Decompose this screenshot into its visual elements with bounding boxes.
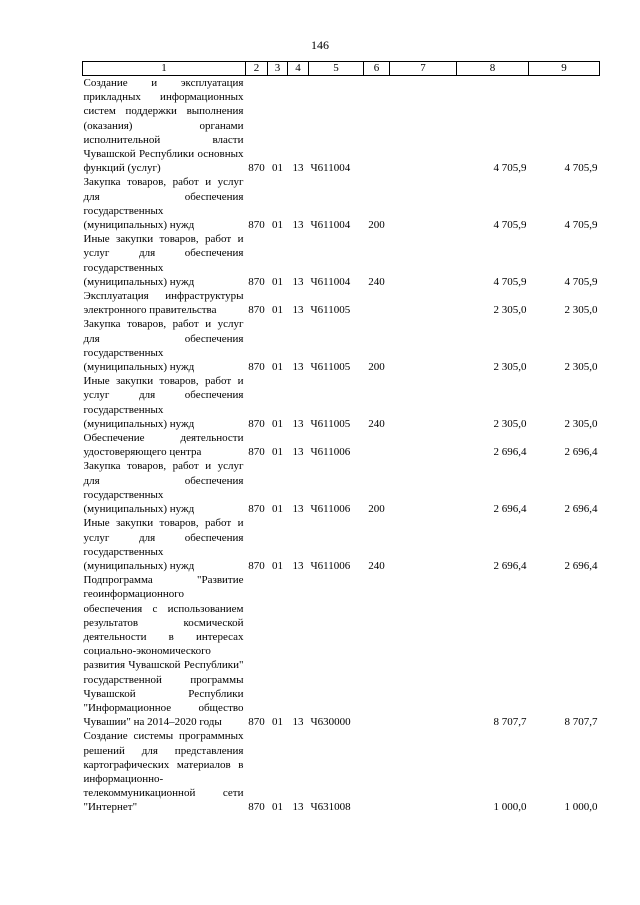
amount-total-cell: 2 305,0: [564, 417, 598, 430]
admin-code-cell: 870: [248, 219, 265, 232]
row-name-cell: Закупка товаров, работ и услуг для обеспечения государственных (муниципальных) нужд: [83, 460, 244, 516]
target-article-cell: Ч611005: [310, 304, 351, 317]
column-header: 9: [529, 62, 600, 76]
expense-type-cell: 200: [368, 219, 385, 232]
section-cell: 01: [272, 446, 283, 459]
column-header: 2: [246, 62, 268, 76]
amount-total-cell: 2 696,4: [564, 503, 598, 516]
target-article-cell: Ч611006: [310, 446, 351, 459]
row-name-cell: Иные закупки товаров, работ и услуг для обеспечения государственных (муниципальных) нужд: [83, 233, 244, 288]
subsection-cell: 13: [292, 417, 304, 430]
expense-type-cell: 200: [368, 503, 385, 516]
amount-cell: 2 305,0: [493, 304, 527, 317]
expense-type-cell: [364, 289, 390, 317]
table-header-row: [83, 62, 600, 76]
column-header: 8: [457, 62, 529, 76]
table-row: [83, 516, 600, 573]
section-cell: 01: [272, 801, 283, 814]
column-7-cell: [390, 374, 457, 431]
expense-type-cell: [364, 573, 390, 729]
column-7-cell: [390, 289, 457, 317]
admin-code-cell: 870: [248, 417, 265, 430]
row-name-cell: Создание системы программных решений для представления картографических материалов в информационно-телекоммуникационной сети "Интернет": [83, 730, 244, 814]
table-row: [83, 76, 600, 176]
table-row: [83, 729, 600, 814]
target-article-cell: Ч611004: [310, 162, 351, 175]
subsection-cell: 13: [292, 275, 304, 288]
amount-cell: 2 696,4: [493, 446, 527, 459]
row-name-cell: Закупка товаров, работ и услуг для обеспечения государственных (муниципальных) нужд: [83, 318, 244, 374]
column-7-cell: [390, 232, 457, 289]
section-cell: 01: [272, 361, 283, 374]
admin-code-cell: 870: [248, 503, 265, 516]
subsection-cell: 13: [292, 716, 304, 729]
expense-type-cell: [364, 729, 390, 814]
section-cell: 01: [272, 219, 283, 232]
section-cell: 01: [272, 162, 283, 175]
amount-total-cell: 1 000,0: [564, 801, 598, 814]
expense-type-cell: [364, 76, 390, 176]
row-name-cell: Иные закупки товаров, работ и услуг для обеспечения государственных (муниципальных) нужд: [83, 375, 244, 430]
expense-type-cell: [364, 431, 390, 459]
amount-cell: 2 696,4: [493, 559, 527, 572]
section-cell: 01: [272, 503, 283, 516]
subsection-cell: 13: [292, 559, 304, 572]
table-row: [83, 573, 600, 729]
target-article-cell: Ч630000: [310, 716, 351, 729]
expense-type-cell: 200: [368, 361, 385, 374]
amount-cell: 4 705,9: [493, 162, 527, 175]
subsection-cell: 13: [292, 162, 304, 175]
amount-cell: 1 000,0: [493, 801, 527, 814]
row-name-cell: Обеспечение деятельности удостоверяющего центра: [83, 432, 244, 459]
subsection-cell: 13: [292, 219, 304, 232]
table-row: [83, 459, 600, 516]
table-row: [83, 431, 600, 459]
column-header: 5: [309, 62, 364, 76]
column-header: 1: [83, 62, 246, 76]
row-name-cell: Подпрограмма "Развитие геоинформационного обеспечения с использованием результатов космической деятельности в интересах социально-экономического развития Чувашской Республики" государственной программы Чувашской Республики "Информационное общество Чувашии" на 2014–2020 годы: [83, 574, 244, 729]
admin-code-cell: 870: [248, 361, 265, 374]
section-cell: 01: [272, 304, 283, 317]
column-header: 3: [268, 62, 288, 76]
row-name-cell: Закупка товаров, работ и услуг для обеспечения государственных (муниципальных) нужд: [83, 176, 244, 232]
table-row: [83, 374, 600, 431]
table-row: [83, 289, 600, 317]
amount-total-cell: 2 696,4: [564, 446, 598, 459]
amount-total-cell: 2 305,0: [564, 361, 598, 374]
column-7-cell: [390, 459, 457, 516]
page-number: 146: [311, 38, 329, 52]
target-article-cell: Ч611004: [310, 275, 351, 288]
admin-code-cell: 870: [248, 801, 265, 814]
admin-code-cell: 870: [248, 446, 265, 459]
row-name-cell: Иные закупки товаров, работ и услуг для обеспечения государственных (муниципальных) нужд: [83, 517, 244, 572]
admin-code-cell: 870: [248, 304, 265, 317]
amount-cell: 2 305,0: [493, 417, 527, 430]
amount-cell: 4 705,9: [493, 275, 527, 288]
section-cell: 01: [272, 716, 283, 729]
section-cell: 01: [272, 559, 283, 572]
admin-code-cell: 870: [248, 162, 265, 175]
amount-total-cell: 4 705,9: [564, 162, 598, 175]
subsection-cell: 13: [292, 801, 304, 814]
target-article-cell: Ч611005: [310, 361, 351, 374]
target-article-cell: Ч611006: [310, 503, 351, 516]
row-name-cell: Создание и эксплуатация прикладных информационных систем поддержки выполнения (оказания) органами исполнительной власти Чувашской Республики основных функций (услуг): [83, 77, 244, 175]
table-row: [83, 175, 600, 232]
amount-cell: 8 707,7: [493, 716, 527, 729]
column-7-cell: [390, 729, 457, 814]
amount-cell: 2 696,4: [493, 503, 527, 516]
amount-total-cell: 2 305,0: [564, 304, 598, 317]
column-7-cell: [390, 175, 457, 232]
target-article-cell: Ч631008: [310, 801, 351, 814]
column-header: 7: [390, 62, 457, 76]
admin-code-cell: 870: [248, 716, 265, 729]
column-7-cell: [390, 573, 457, 729]
target-article-cell: Ч611006: [310, 559, 351, 572]
target-article-cell: Ч611004: [310, 219, 351, 232]
target-article-cell: Ч611005: [310, 417, 351, 430]
subsection-cell: 13: [292, 361, 304, 374]
column-7-cell: [390, 516, 457, 573]
amount-cell: 2 305,0: [493, 361, 527, 374]
budget-table: [82, 61, 600, 815]
column-header: 4: [288, 62, 309, 76]
expense-type-cell: 240: [368, 417, 385, 430]
expense-type-cell: 240: [368, 559, 385, 572]
subsection-cell: 13: [292, 304, 304, 317]
column-7-cell: [390, 76, 457, 176]
column-7-cell: [390, 431, 457, 459]
table-row: [83, 232, 600, 289]
amount-total-cell: 4 705,9: [564, 275, 598, 288]
section-cell: 01: [272, 417, 283, 430]
admin-code-cell: 870: [248, 275, 265, 288]
subsection-cell: 13: [292, 446, 304, 459]
subsection-cell: 13: [292, 503, 304, 516]
row-name-cell: Эксплуатация инфраструктуры электронного правительства: [83, 290, 244, 317]
expense-type-cell: 240: [368, 275, 385, 288]
amount-total-cell: 4 705,9: [564, 219, 598, 232]
amount-total-cell: 2 696,4: [564, 559, 598, 572]
amount-cell: 4 705,9: [493, 219, 527, 232]
table-row: [83, 317, 600, 374]
column-7-cell: [390, 317, 457, 374]
column-header: 6: [364, 62, 390, 76]
admin-code-cell: 870: [248, 559, 265, 572]
amount-total-cell: 8 707,7: [564, 716, 598, 729]
section-cell: 01: [272, 275, 283, 288]
